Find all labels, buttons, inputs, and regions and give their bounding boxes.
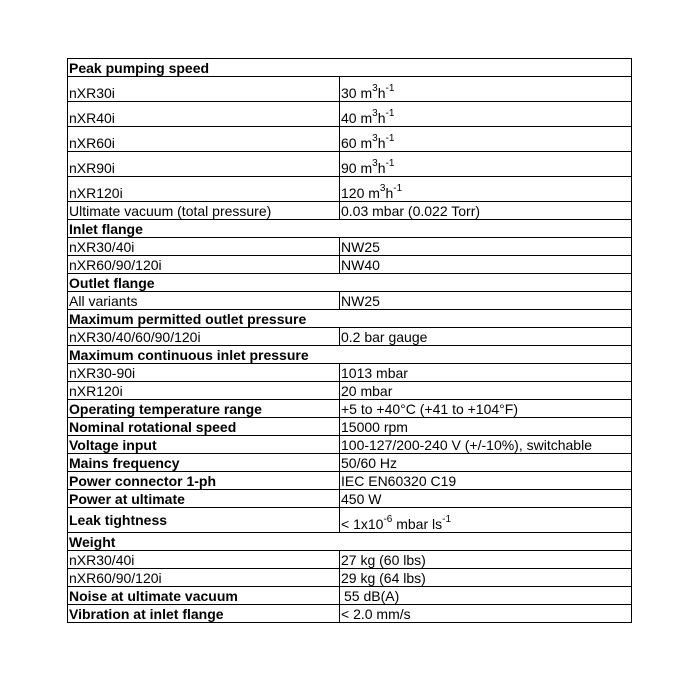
- row-value: NW25: [340, 292, 632, 310]
- row-value: 27 kg (60 lbs): [340, 551, 632, 569]
- row-label: nXR30/40i: [68, 551, 340, 569]
- row-value: < 2.0 mm/s: [340, 605, 632, 623]
- row-label: Power connector 1-ph: [68, 472, 340, 490]
- row-label: nXR30-90i: [68, 364, 340, 382]
- row-value: 20 mbar: [340, 382, 632, 400]
- table-row: [68, 364, 632, 382]
- row-label: nXR60i: [68, 127, 340, 152]
- row-value: +5 to +40°C (+41 to +104°F): [340, 400, 632, 418]
- table-row: [68, 292, 632, 310]
- row-label: nXR30i: [68, 77, 340, 102]
- table-row: [68, 472, 632, 490]
- table-row: [68, 177, 632, 202]
- table-row: [68, 490, 632, 508]
- row-value: 15000 rpm: [340, 418, 632, 436]
- section-header-row: [68, 346, 632, 364]
- table-row: [68, 127, 632, 152]
- row-value: 50/60 Hz: [340, 454, 632, 472]
- section-header-row: [68, 310, 632, 328]
- row-label: nXR90i: [68, 152, 340, 177]
- row-label: Nominal rotational speed: [68, 418, 340, 436]
- table-row: [68, 328, 632, 346]
- row-value: 0.2 bar gauge: [340, 328, 632, 346]
- section-title-peak-pumping-speed: Peak pumping speed: [68, 59, 632, 77]
- row-value: NW25: [340, 238, 632, 256]
- row-value: 450 W: [340, 490, 632, 508]
- row-label: nXR120i: [68, 177, 340, 202]
- row-value: 0.03 mbar (0.022 Torr): [340, 202, 632, 220]
- row-label: nXR60/90/120i: [68, 569, 340, 587]
- row-label: nXR30/40/60/90/120i: [68, 328, 340, 346]
- table-row: [68, 382, 632, 400]
- table-row: [68, 508, 632, 533]
- row-label: nXR40i: [68, 102, 340, 127]
- section-title-max-inlet-pressure: Maximum continuous inlet pressure: [68, 346, 632, 364]
- table-row: [68, 202, 632, 220]
- table-row: [68, 605, 632, 623]
- row-value: 29 kg (64 lbs): [340, 569, 632, 587]
- row-value: IEC EN60320 C19: [340, 472, 632, 490]
- table-row: [68, 454, 632, 472]
- row-value: 30 $m^3h^{-1}$: [340, 77, 632, 102]
- row-label: nXR30/40i: [68, 238, 340, 256]
- table-row: [68, 418, 632, 436]
- specification-table: [67, 58, 632, 623]
- row-value: NW40: [340, 256, 632, 274]
- row-label: Vibration at inlet flange: [68, 605, 340, 623]
- row-label: Leak tightness: [68, 508, 340, 533]
- table-row: [68, 152, 632, 177]
- section-title-weight: Weight: [68, 533, 632, 551]
- row-label: nXR120i: [68, 382, 340, 400]
- row-value: 90 $m^3h^{-1}$: [340, 152, 632, 177]
- table-row: [68, 77, 632, 102]
- table-row: [68, 102, 632, 127]
- section-title-outlet-flange: Outlet flange: [68, 274, 632, 292]
- section-header-row: [68, 220, 632, 238]
- row-value: 1013 mbar: [340, 364, 632, 382]
- table-row: [68, 400, 632, 418]
- row-label: All variants: [68, 292, 340, 310]
- table-row: [68, 569, 632, 587]
- row-label: Noise at ultimate vacuum: [68, 587, 340, 605]
- row-label: Operating temperature range: [68, 400, 340, 418]
- table-row: [68, 436, 632, 454]
- row-label: Mains frequency: [68, 454, 340, 472]
- row-value: 55 dB(A): [340, 587, 632, 605]
- table-row: [68, 587, 632, 605]
- row-label: Ultimate vacuum (total pressure): [68, 202, 340, 220]
- table-row: [68, 256, 632, 274]
- section-header-row: [68, 533, 632, 551]
- row-value: 100-127/200-240 V (+/-10%), switchable: [340, 436, 632, 454]
- section-title-inlet-flange: Inlet flange: [68, 220, 632, 238]
- row-label: nXR60/90/120i: [68, 256, 340, 274]
- row-label: Power at ultimate: [68, 490, 340, 508]
- section-header-row: [68, 274, 632, 292]
- row-value: 120 $m^3h^{-1}$: [340, 177, 632, 202]
- table-row: [68, 551, 632, 569]
- row-value: < $1x10^{-6}$ mbar $ls^{-1}$: [340, 508, 632, 533]
- section-title-max-outlet-pressure: Maximum permitted outlet pressure: [68, 310, 632, 328]
- table-row: [68, 238, 632, 256]
- row-value: 60 $m^3h^{-1}$: [340, 127, 632, 152]
- row-label: Voltage input: [68, 436, 340, 454]
- row-value: 40 $m^3h^{-1}$: [340, 102, 632, 127]
- section-header-row: [68, 59, 632, 77]
